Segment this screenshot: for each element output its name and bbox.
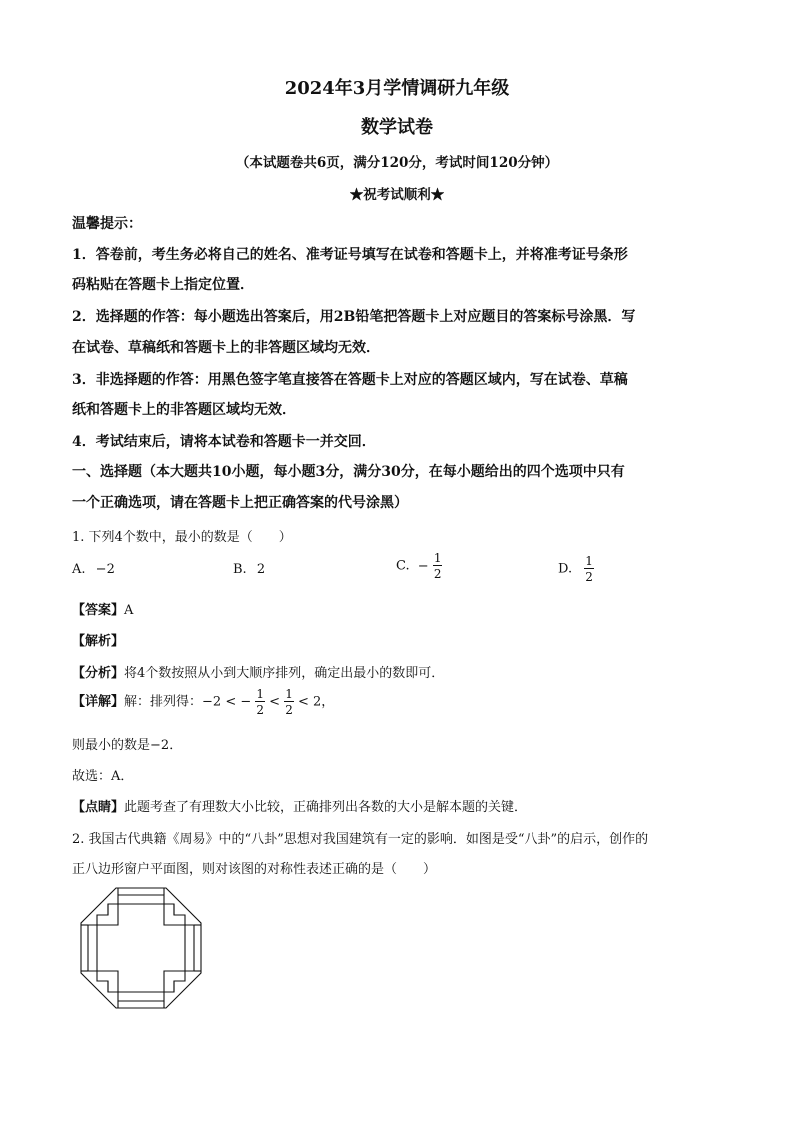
detail-fraction-1-numerator: 1 [256, 687, 265, 701]
q1-analysis [72, 662, 444, 681]
comment-tag: 【点睛】 [72, 800, 125, 815]
detail-math-2: < [269, 694, 281, 710]
fenxi-text: 将4个数按照从小到大顺序排列，确定出最小的数即可． [124, 666, 445, 681]
octagon-outer [81, 888, 201, 1008]
subject-title: 数学试卷 [361, 117, 433, 138]
q1-option-b [233, 562, 265, 577]
min-suffix: ． [169, 738, 183, 753]
inner-cross-outline-2 [88, 895, 194, 1001]
q1-option-a-label: A. [72, 562, 86, 577]
tip-4: 4．考试结束后，请将本试卷和答题卡一并交回． [72, 434, 376, 450]
detail-math-1: −2 < − [202, 694, 252, 710]
q1-option-d [558, 555, 594, 583]
q2-stem-line-2: 正八边形窗户平面图，则对该图的对称性表述正确的是（ ） [72, 862, 437, 877]
q1-min-line [72, 734, 182, 753]
detail-fraction-2 [284, 688, 294, 716]
detail-math-3: < 2， [298, 694, 335, 710]
tip-3-line-1: 3．非选择题的作答：用黑色签字笔直接答在答题卡上对应的答题区域内，写在试卷、草稿 [72, 372, 628, 388]
octagon-window-figure [80, 887, 202, 1009]
q1-option-d-label: D. [558, 561, 573, 577]
tip-2-line-1: 2．选择题的作答：每小题选出答案后，用2B铅笔把答题卡上对应题目的答案标号涂黑．写 [72, 309, 636, 325]
q1-option-c-numerator: 1 [433, 551, 442, 565]
detail-tag: 【详解】 [72, 694, 125, 710]
q1-option-d-fraction [584, 555, 594, 583]
tip-3-line-2: 纸和答题卡上的非答题区域均无效． [72, 402, 296, 418]
q1-option-c-sign: − [417, 558, 429, 574]
min-prefix: 则最小的数是 [72, 738, 151, 753]
q1-option-c-label: C. [396, 558, 410, 574]
min-value: −2 [150, 738, 170, 753]
q1-option-a [72, 562, 115, 577]
q1-comment [72, 796, 527, 815]
q1-choose-line: 故选：A． [72, 769, 134, 784]
tip-2-line-2: 在试卷、草稿纸和答题卡上的非答题区域均无效． [72, 340, 380, 356]
q1-option-c [396, 552, 442, 580]
detail-fraction-2-denominator: 2 [285, 703, 293, 717]
detail-fraction-1 [255, 688, 265, 716]
analysis-tag: 【解析】 [72, 634, 125, 649]
q1-option-c-denominator: 2 [433, 567, 442, 581]
tip-1-line-1: 1．答卷前，考生务必将自己的姓名、准考证号填写在试卷和答题卡上，并将准考证号条形 [72, 247, 628, 263]
section-1-heading-line-2: 一个正确选项，请在答题卡上把正确答案的代号涂黑） [72, 495, 408, 511]
q1-stem: 1. 下列4个数中，最小的数是（ ） [72, 530, 292, 545]
answer-value: A [124, 603, 134, 618]
tip-1-line-2: 码粘贴在答题卡上指定位置． [72, 277, 254, 293]
fenxi-tag: 【分析】 [72, 666, 125, 681]
detail-prefix: 解：排列得： [124, 694, 203, 710]
tips-heading: 温馨提示： [72, 216, 142, 232]
q2-stem-line-1: 2. 我国古代典籍《周易》中的“八卦”思想对我国建筑有一定的影响．如图是受“八卦”的启示，创作的 [72, 832, 649, 847]
q1-answer [72, 599, 133, 618]
q1-option-a-value: −2 [95, 562, 115, 577]
exam-note: （本试题卷共6页，满分120分，考试时间120分钟） [235, 155, 559, 171]
q1-detail [72, 688, 334, 716]
q1-option-c-fraction [433, 552, 443, 580]
q1-option-b-label: B. [233, 562, 247, 577]
answer-tag: 【答案】 [72, 603, 125, 618]
section-1-heading-line-1: 一、选择题（本大题共10小题，每小题3分，满分30分，在每小题给出的四个选项中只有 [72, 464, 625, 480]
good-luck-line: ★祝考试顺利★ [349, 187, 445, 203]
inner-cross-outline-1 [97, 904, 185, 992]
exam-title: 2024年3月学情调研九年级 [284, 78, 510, 99]
q1-option-b-value: 2 [256, 562, 266, 577]
comment-text: 此题考查了有理数大小比较，正确排列出各数的大小是解本题的关键． [124, 800, 528, 815]
q1-option-d-denominator: 2 [585, 570, 593, 584]
detail-fraction-1-denominator: 2 [256, 703, 265, 717]
q1-option-d-numerator: 1 [585, 554, 593, 568]
detail-fraction-2-numerator: 1 [285, 687, 293, 701]
